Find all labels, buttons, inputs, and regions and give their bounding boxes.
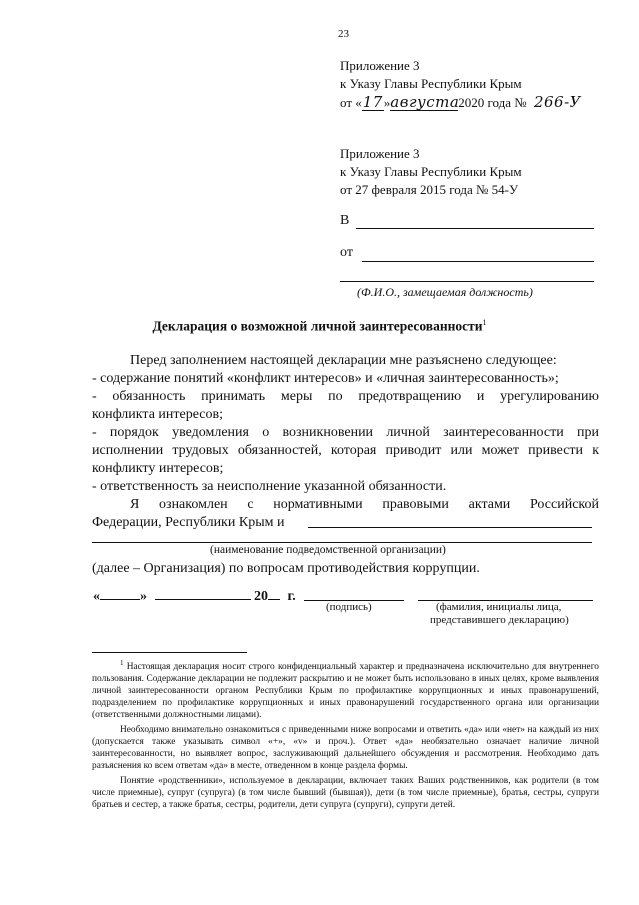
name-caption-2: представившего декларацию) [430,614,569,626]
handwritten-month: августа [390,93,460,111]
name-caption-1: (фамилия, инициалы лица, [436,601,562,613]
date-year: 2020 года № [458,95,527,110]
item-2-line-b: конфликта интересов; [92,407,223,422]
org-name-line-1 [308,527,592,528]
item-1: - содержание понятий «конфликт интересов» и «личная заинтересованность»; [92,371,559,386]
month-blank [155,585,251,600]
org-line: (далее – Организация) по вопросам противодействия коррупции. [92,561,480,576]
signature-date-row [93,585,296,605]
appendix-new-line2: к Указу Главы Республики Крым [340,76,522,91]
title-text: Декларация о возможной личной заинтересованности [152,318,483,334]
year-blank [268,585,280,600]
ack-line-b: Федерации, Республики Крым и [92,515,285,530]
item-3-line-c: конфликту интересов; [92,461,224,476]
footnotes [92,657,599,814]
title-footnote-mark: 1 [482,318,487,327]
item-2-line-a: - обязанность принимать меры по предотвращению и урегулированию [92,389,599,404]
footnote-1 [92,657,599,721]
item-3-line-b: исполнении трудовых обязанностей, которая приводит или может привести к [92,443,599,458]
footnote-mark: 1 [120,659,124,667]
quote-open: « [93,589,100,604]
appendix-new-line1: Приложение 3 [340,58,420,73]
date-prefix: от « [340,95,362,110]
footnote-separator [92,652,247,653]
footnote-2: Необходимо внимательно ознакомиться с приведенными ниже вопросами и ответить «да» или «нет» на каждый из них (допускается также указывать символ «+», «v» и проч.). Ответ «да» необязательно означает наличие личной заинтересованности, но выявляет вопрос, заслуживающий дальнейшего обсуждения и рассмотрения. Необходимо дать разъяснения ко всем ответам «да» в месте, отведенном в конце раздела формы. [92,725,599,772]
org-name-line-2 [92,542,592,543]
page-number: 23 [338,28,349,40]
addressee-from-line [362,261,594,262]
addressee-extra-line [340,281,594,282]
item-4: - ответственность за неисполнение указанной обязанности. [92,479,447,494]
addressee-from-label: от [340,245,353,260]
appendix-old-line2: к Указу Главы Республики Крым [340,164,522,179]
handwritten-number: 266-У [533,93,581,111]
declaration-title [0,318,639,335]
handwritten-day: 17 [362,93,383,111]
addressee-to-line [356,228,594,229]
signature-caption: (подпись) [326,601,372,613]
appendix-new-date-line [340,94,581,111]
year-prefix: 20 [254,589,268,604]
addressee-to-label: В [340,213,350,228]
appendix-old-line1: Приложение 3 [340,146,420,161]
quote-close: » [140,589,147,604]
day-blank [100,585,140,600]
year-suffix: г. [287,589,296,604]
ack-line-a: Я ознакомлен с нормативными правовыми актами Российской [130,497,599,512]
item-3-line-a: - порядок уведомления о возникновении личной заинтересованности при [92,425,599,440]
appendix-old-line3: от 27 февраля 2015 года № 54-У [340,182,519,197]
footnote-3: Понятие «родственники», используемое в декларации, включает таких Ваших родственников, как родители (в том числе приемные), супруг (супруга) (в том числе бывший (бывшая)), дети (в том числе приемные), братья, сестры, супруги братьев и сестер, а также братья, сестры, родители, дети супруга (супруги), супруги детей. [92,776,599,811]
footnote-1-text: Настоящая декларация носит строго конфиденциальный характер и предназначена исключительно для внутреннего пользования. Содержание декларации не подлежит раскрытию и не может быть использовано в иных целях, кроме выявления личной заинтересованности органом Республики Крым по профилактике коррупционных и иных правонарушений, подразделением по профилактике коррупционных и иных правонарушений государственного органа или организации (ответственными должностными лицами). [92,662,599,721]
addressee-caption: (Ф.И.О., замещаемая должность) [357,285,533,299]
date-mid: » [383,95,391,110]
intro-text: Перед заполнением настоящей декларации мне разъяснено следующее: [130,353,557,368]
org-caption: (наименование подведомственной организации) [210,544,446,556]
